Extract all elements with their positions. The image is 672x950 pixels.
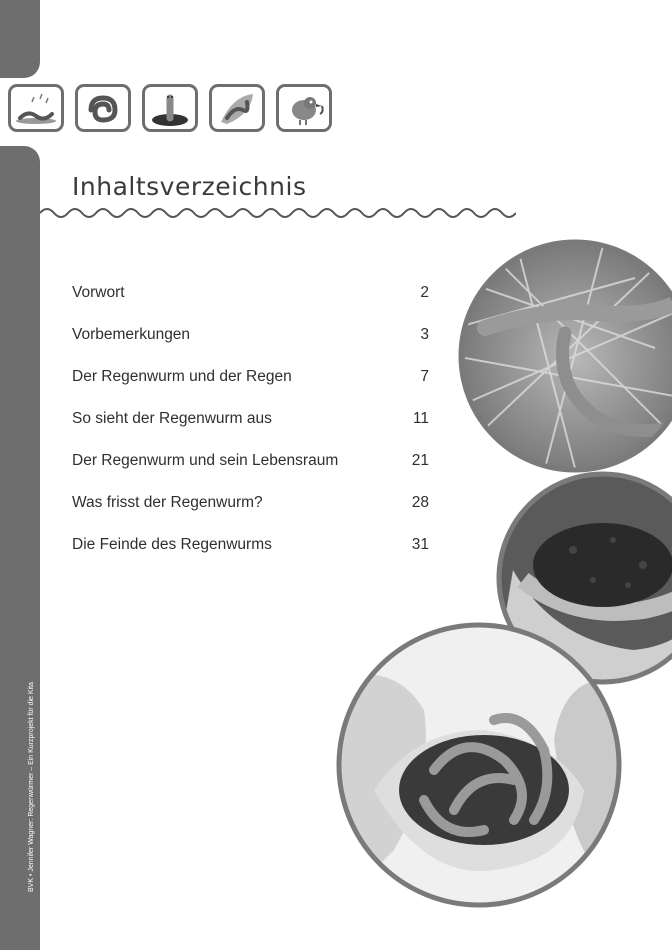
worm-in-straw-photo bbox=[455, 238, 672, 478]
coiled-worm-icon bbox=[75, 84, 131, 132]
toc-row[interactable] bbox=[72, 284, 429, 326]
worm-on-leaf-icon bbox=[209, 84, 265, 132]
page-title: Inhaltsverzeichnis bbox=[72, 172, 307, 201]
bird-with-worm-icon bbox=[276, 84, 332, 132]
toc-page: 21 bbox=[411, 452, 429, 469]
toc-row[interactable] bbox=[72, 452, 429, 494]
toc-label: Der Regenwurm und sein Lebensraum bbox=[72, 452, 339, 469]
toc-page: 11 bbox=[412, 410, 429, 427]
table-of-contents bbox=[72, 284, 429, 578]
toc-row[interactable] bbox=[72, 494, 429, 536]
toc-page: 31 bbox=[411, 536, 429, 553]
spine-credit-text: BVK • Jennifer Wagner: Regenwürmer – Ein Kurzprojekt für die Kita bbox=[28, 682, 35, 892]
toc-label: Vorbemerkungen bbox=[72, 326, 191, 343]
toc-label: So sieht der Regenwurm aus bbox=[72, 410, 272, 427]
toc-label: Der Regenwurm und der Regen bbox=[72, 368, 292, 385]
worm-in-rain-icon bbox=[8, 84, 64, 132]
toc-page: 28 bbox=[411, 494, 429, 511]
header-icon-row bbox=[8, 84, 332, 132]
toc-page: 3 bbox=[420, 326, 429, 343]
toc-row[interactable] bbox=[72, 368, 429, 410]
worms-in-hands-photo bbox=[334, 620, 624, 910]
toc-row[interactable] bbox=[72, 326, 429, 368]
toc-row[interactable] bbox=[72, 410, 429, 452]
toc-page: 7 bbox=[420, 368, 429, 385]
title-wave-underline bbox=[40, 205, 516, 221]
side-band-top bbox=[0, 0, 40, 78]
toc-row[interactable] bbox=[72, 536, 429, 578]
toc-page: 2 bbox=[420, 284, 429, 301]
toc-label: Vorwort bbox=[72, 284, 125, 301]
worm-in-soil-icon bbox=[142, 84, 198, 132]
toc-label: Was frisst der Regenwurm? bbox=[72, 494, 263, 511]
toc-label: Die Feinde des Regenwurms bbox=[72, 536, 272, 553]
